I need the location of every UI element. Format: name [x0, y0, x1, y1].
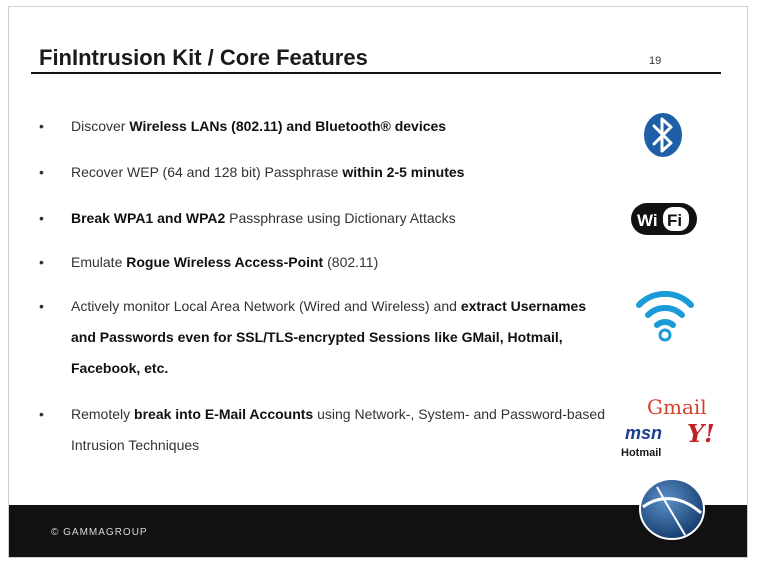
bullet-text	[71, 157, 609, 188]
bullet-text-run: (802.11)	[323, 254, 379, 270]
msn-logo: msn	[625, 423, 663, 443]
bullet-text	[71, 291, 609, 384]
footer-copyright: © GAMMAGROUP	[51, 527, 148, 538]
bullet-dot: •	[39, 406, 44, 422]
bullet-dot: •	[39, 298, 44, 314]
bullet-dot: •	[39, 210, 44, 226]
feature-bullet	[39, 203, 609, 234]
bullet-text-run: using Network-, System- and Password-based Intrusion Techniques	[71, 406, 606, 453]
bullet-dot: •	[39, 164, 44, 180]
feature-bullet	[39, 247, 609, 278]
feature-bullet	[39, 399, 609, 461]
bullet-text-run: Actively monitor Local Area Network (Wired and Wireless) and	[71, 298, 461, 314]
email-provider-logos-icon	[617, 395, 717, 465]
bullet-dot: •	[39, 118, 44, 134]
gmail-logo: Gmail	[647, 395, 707, 419]
yahoo-logo: Y!	[687, 419, 715, 448]
feature-bullet	[39, 291, 609, 384]
bullet-text-bold: Wireless LANs (802.11) and Bluetooth® devices	[129, 118, 447, 134]
bullet-text-bold: Break WPA1 and WPA2	[71, 210, 226, 226]
bullet-text	[71, 111, 609, 142]
bullet-dot: •	[39, 254, 44, 270]
wifi-logo-text-fi: Fi	[667, 211, 683, 230]
bullet-text-run: Recover WEP (64 and 128 bit) Passphrase	[71, 164, 343, 180]
bullet-text-run: Passphrase using Dictionary Attacks	[225, 210, 456, 226]
title-divider	[31, 72, 721, 74]
bullet-text	[71, 399, 609, 461]
gamma-globe-icon	[637, 477, 707, 541]
wifi-signal-icon	[635, 285, 695, 343]
bullet-text	[71, 203, 609, 234]
bullet-text-bold: break into E-Mail Accounts	[134, 406, 314, 422]
wifi-logo-icon	[629, 197, 701, 241]
slide	[8, 6, 748, 558]
bullet-text-run: Remotely	[71, 406, 135, 422]
hotmail-logo: Hotmail	[621, 447, 662, 459]
bullet-text	[71, 247, 609, 278]
bullet-text-run: Emulate	[71, 254, 127, 270]
wifi-logo-text-wi: Wi	[637, 211, 658, 230]
bullet-text-bold: extract Usernames and Passwords even for SSL/TLS-encrypted Sessions like GMail, Hotmail, Facebook, etc.	[71, 298, 587, 376]
slide-title: FinIntrusion Kit / Core Features	[39, 45, 368, 70]
feature-bullet	[39, 111, 609, 142]
bullet-text-run: Discover	[71, 118, 130, 134]
slide-number: 19	[649, 55, 662, 67]
bluetooth-icon	[641, 111, 685, 159]
bullet-text-bold: within 2-5 minutes	[342, 164, 465, 180]
feature-bullet	[39, 157, 609, 188]
bullet-text-bold: Rogue Wireless Access-Point	[126, 254, 324, 270]
